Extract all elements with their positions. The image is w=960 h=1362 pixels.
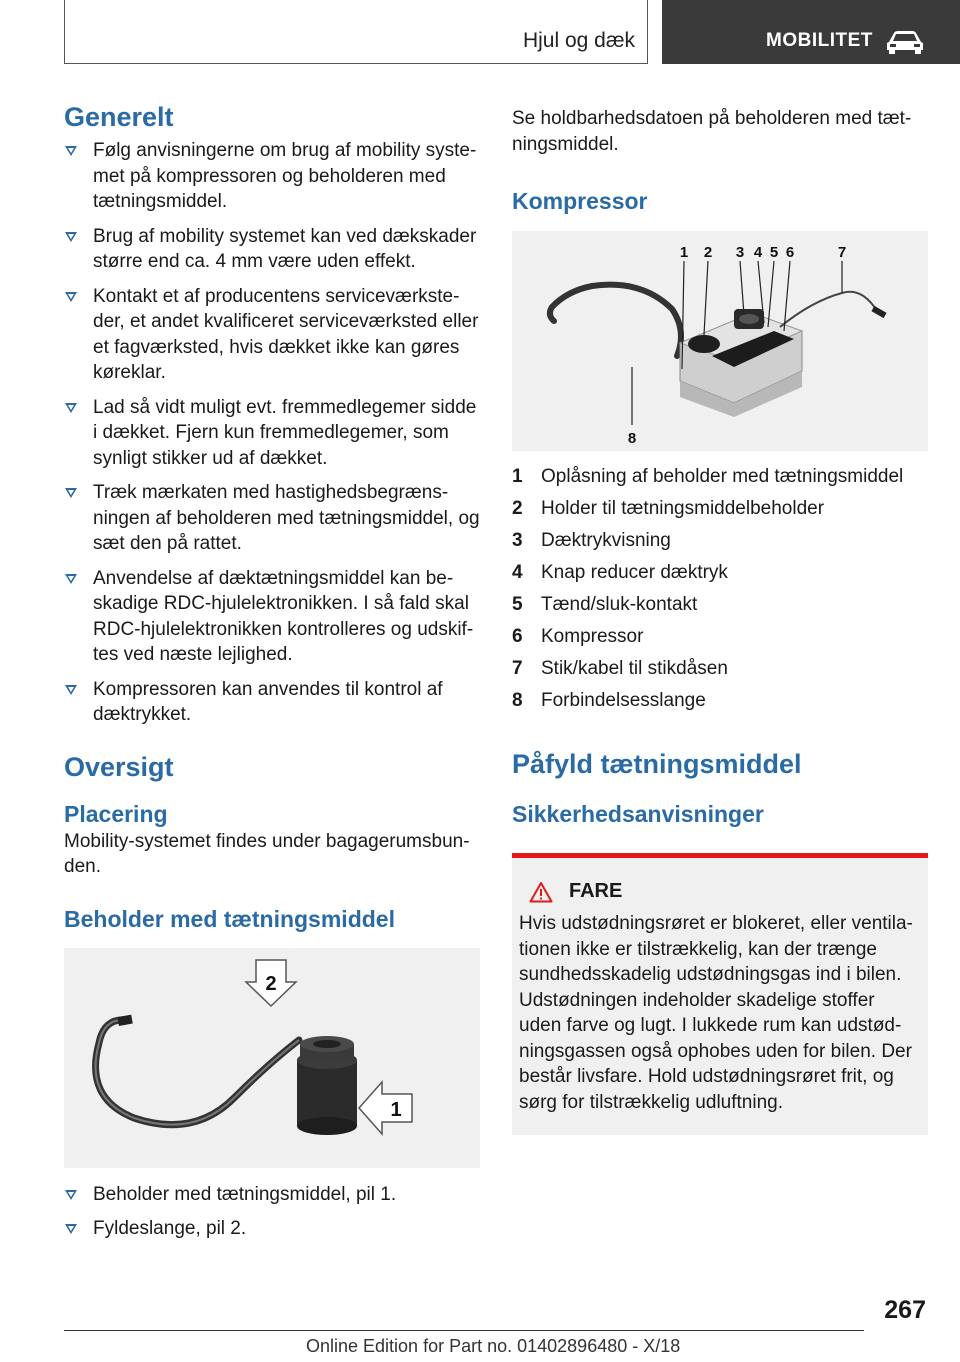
- list-item: 4 Knap reducer dæktryk: [512, 562, 728, 583]
- bullet-arrow-icon: [65, 403, 77, 413]
- kompressor-legend: [512, 461, 928, 717]
- page-number: 267: [884, 1296, 926, 1324]
- list-item: Lad så vidt muligt evt. fremmedlegemer sidde i dækket. Fjern kun fremmedlegemer, som synligt stikker ud af dækket.: [64, 395, 480, 472]
- figure-label: 1: [390, 1098, 402, 1121]
- bullet-arrow-icon: [65, 1190, 77, 1200]
- compressor-figure: [512, 231, 928, 451]
- generelt-heading: Generelt: [64, 102, 174, 132]
- list-item: 8 Forbindelsesslange: [512, 690, 706, 711]
- bullet-arrow-icon: [65, 292, 77, 302]
- bullet-arrow-icon: [65, 488, 77, 498]
- header-section-title: Hjul og dæk: [522, 29, 635, 52]
- sealant-container-figure: [64, 948, 480, 1168]
- bullet-arrow-icon: [65, 685, 77, 695]
- list-item: 7 Stik/kabel til stikdåsen: [512, 658, 728, 679]
- beholder-list: [64, 1182, 480, 1242]
- list-item: Brug af mobility systemet kan ved dækskader større end ca. 4 mm være uden effekt.: [64, 224, 480, 275]
- list-item: Anvendelse af dæktætningsmiddel kan be-skadige RDC-hjulelektronikken. I så fald skal RDC-hjulelektronikken kontrolleres og udskif-tes ved næste lejlighed.: [64, 566, 480, 668]
- list-item: Fyldeslange, pil 2.: [64, 1216, 480, 1242]
- list-item: Træk mærkaten med hastighedsbegræns-ningen af beholderen med tætningsmiddel, og sæt den på rattet.: [64, 480, 480, 557]
- figure-label: 7: [837, 244, 847, 261]
- figure-label: 5: [769, 244, 779, 261]
- header-section-box: [64, 0, 648, 64]
- sealant-container-illustration: [64, 948, 480, 1168]
- warning-label: FARE: [569, 880, 623, 902]
- car-icon: [885, 28, 925, 54]
- list-item: 5 Tænd/sluk-kontakt: [512, 594, 698, 615]
- placering-text: Mobility-systemet findes under bagagerumsbun-den.: [64, 830, 470, 877]
- bullet-arrow-icon: [65, 574, 77, 584]
- sikkerhed-heading: Sikkerhedsanvisninger: [512, 801, 764, 827]
- placering-heading: Placering: [64, 800, 168, 827]
- figure-label: 2: [265, 972, 277, 995]
- figure-label: 1: [679, 244, 689, 261]
- footer-divider: [64, 1330, 864, 1331]
- header-chapter-title: MOBILITET: [766, 30, 873, 51]
- list-item: Beholder med tætningsmiddel, pil 1.: [64, 1182, 480, 1208]
- danger-warning-box: [512, 853, 928, 1135]
- list-item: 1 Oplåsning af beholder med tætningsmiddel: [512, 466, 904, 487]
- list-item: Kontakt et af producentens serviceværkste-der, et andet kvalificeret serviceværksted eller et fagværksted, hvis dækket ikke kan gøres køreklar.: [64, 284, 480, 386]
- generelt-list: [64, 138, 480, 728]
- figure-label: 6: [785, 244, 795, 261]
- compressor-illustration: [512, 231, 928, 451]
- warning-text: Hvis udstødningsrøret er blokeret, eller ventila-tionen ikke er tilstrækkelig, kan der trænge sundhedsskadelig udstødningsgas ind i bilen. Udstødningen indeholder skadelige stoffer uden farve og lugt. I lukkede rum kan udstød-ningsgassen også ophobes uden for bilen. Der består livsfare. Hold udstødningsrøret frit, og sørg for tilstrækkelig udluftning.: [519, 913, 913, 1113]
- header-chapter-box: [662, 0, 960, 64]
- figure-label: 4: [753, 244, 763, 261]
- bullet-arrow-icon: [65, 1224, 77, 1234]
- bullet-arrow-icon: [65, 146, 77, 156]
- figure-label: 2: [703, 244, 713, 261]
- figure-label: 8: [627, 430, 637, 447]
- intro-text: Se holdbarhedsdatoen på beholderen med tæt-ningsmiddel.: [512, 108, 912, 155]
- warning-header: [529, 880, 921, 903]
- kompressor-heading: Kompressor: [512, 188, 648, 214]
- right-column: [512, 106, 928, 1135]
- beholder-heading: Beholder med tætningsmiddel: [64, 905, 395, 932]
- left-column: [64, 100, 480, 1251]
- bullet-arrow-icon: [65, 232, 77, 242]
- list-item: 2 Holder til tætningsmiddelbeholder: [512, 498, 825, 519]
- list-item: 6 Kompressor: [512, 626, 644, 647]
- edition-text: Online Edition for Part no. 01402896480 - X/18: [306, 1336, 681, 1356]
- warning-triangle-icon: [529, 881, 553, 903]
- pafyld-heading: Påfyld tætningsmiddel: [512, 749, 802, 779]
- figure-label: 3: [735, 244, 745, 261]
- list-item: Følg anvisningerne om brug af mobility syste-met på kompressoren og beholderen med tætningsmiddel.: [64, 138, 480, 215]
- list-item: Kompressoren kan anvendes til kontrol af dæktrykket.: [64, 677, 480, 728]
- list-item: 3 Dæktrykvisning: [512, 530, 671, 551]
- oversigt-heading: Oversigt: [64, 751, 174, 782]
